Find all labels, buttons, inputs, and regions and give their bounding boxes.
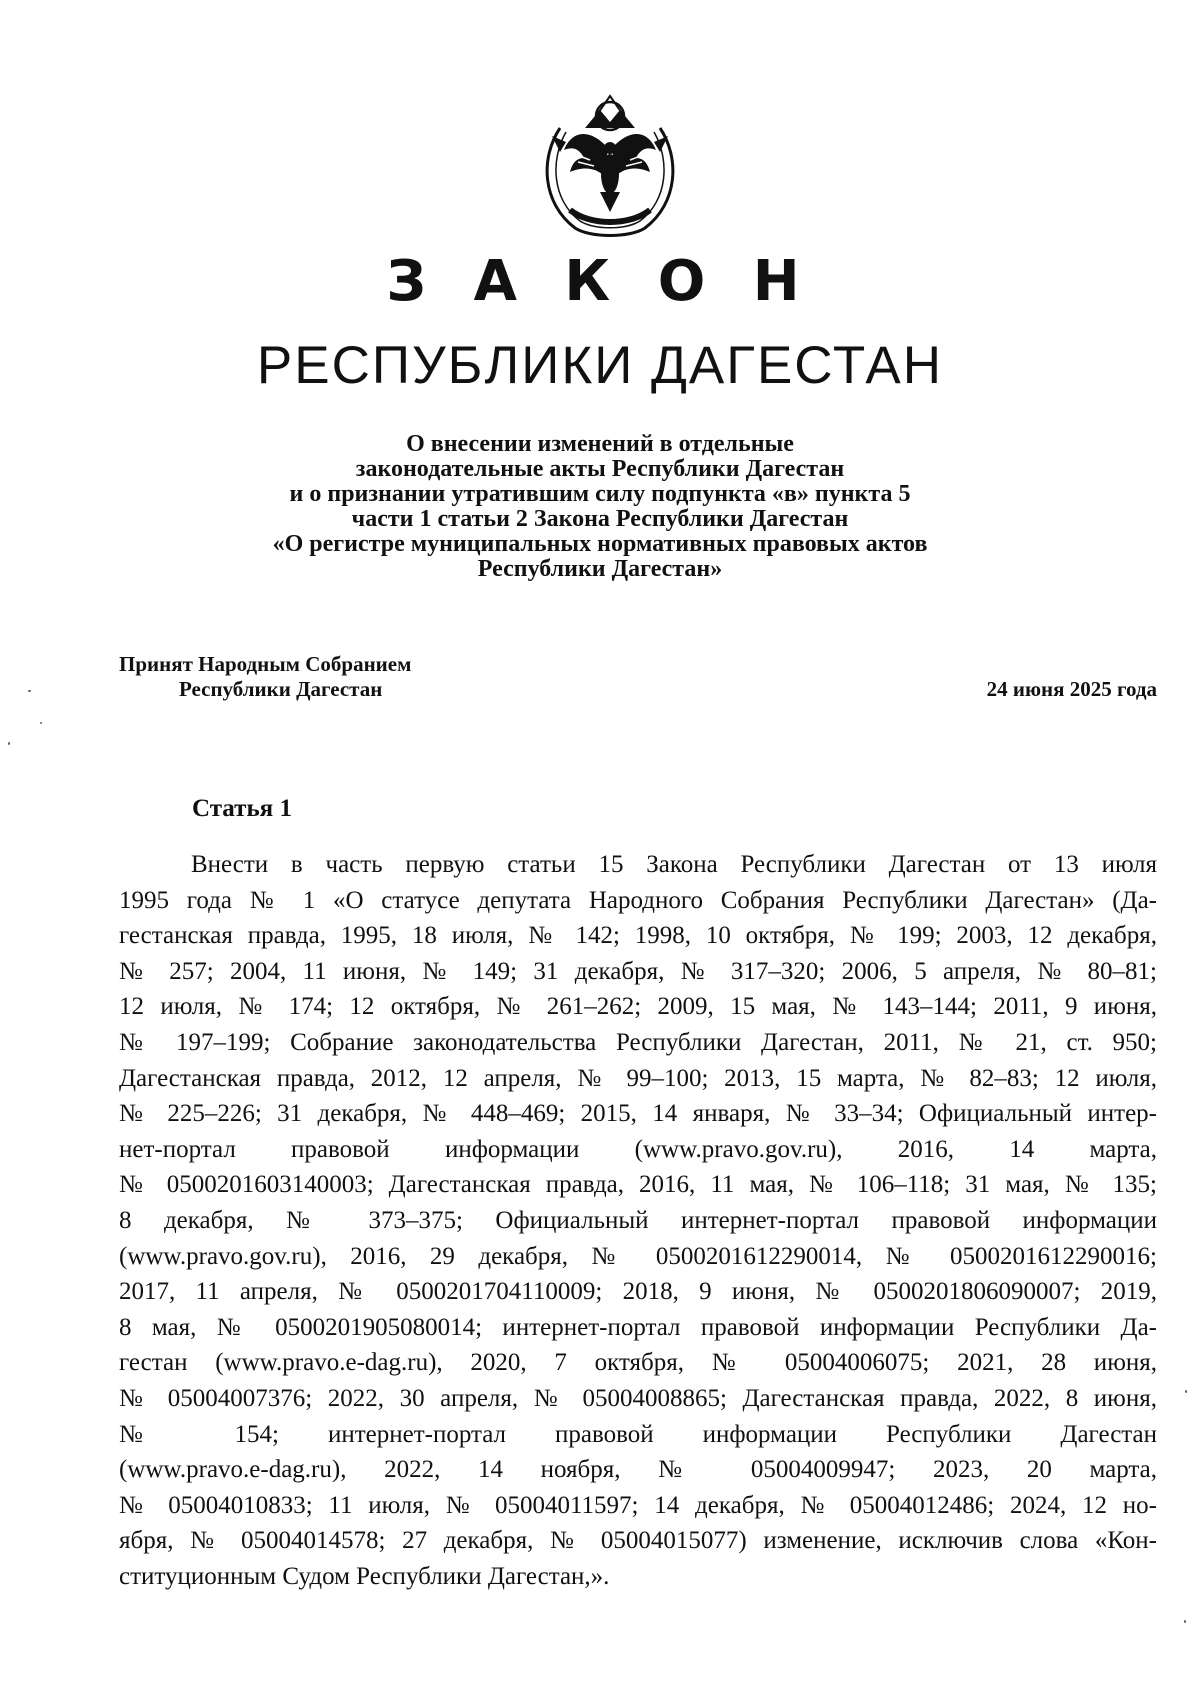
article-line: нет-портал правовой информации (www.pravo.gov.ru), 2016, 14 марта, [119,1135,1157,1163]
article-line: № 154; интернет-портал правовой информации Республики Дагестан [119,1420,1157,1448]
article-line: гестанская правда, 1995, 18 июля, № 142; 1998, 10 октября, № 199; 2003, 12 декабря, [119,922,1157,950]
article-line: № 05004010833; 11 июля, № 05004011597; 14 декабря, № 05004012486; 2024, 12 но- [119,1491,1157,1519]
adoption-info [119,652,411,702]
adoption-line-1: Принят Народным Собранием [119,652,412,676]
article-line: № 257; 2004, 11 июня, № 149; 31 декабря, № 317–320; 2006, 5 апреля, № 80–81; [119,957,1157,985]
article-line: гестан (www.pravo.e-dag.ru), 2020, 7 октября, № 05004006075; 2021, 28 июня, [119,1349,1157,1377]
law-name-line: части 1 статьи 2 Закона Республики Дагестан [351,506,849,532]
article-line: № 05004007376; 2022, 30 апреля, № 05004008865; Дагестанская правда, 2022, 8 июня, [119,1384,1157,1412]
article-heading: Статья 1 [192,795,292,822]
scan-speck [28,690,31,692]
article-line: 8 мая, № 0500201905080014; интернет-портал правовой информации Республики Да- [119,1313,1157,1341]
article-line: 2017, 11 апреля, № 0500201704110009; 2018, 9 июня, № 0500201806090007; 2019, [119,1278,1157,1306]
article-line: Дагестанская правда, 2012, 12 апреля, № 99–100; 2013, 15 марта, № 82–83; 12 июля, [119,1064,1157,1092]
law-name-line: О внесении изменений в отдельные [406,431,794,457]
article-line: 8 декабря, № 373–375; Официальный интернет-портал правовой информации [119,1206,1157,1234]
article-line: ября, № 05004014578; 27 декабря, № 05004015077) изменение, исключив слова «Кон- [119,1527,1157,1555]
adoption-date: 24 июня 2025 года [986,677,1157,701]
coat-of-arms-icon [530,88,690,243]
law-name [150,432,1050,582]
article-line: № 225–226; 31 декабря, № 448–469; 2015, 14 января, № 33–34; Официальный интер- [119,1100,1157,1128]
article-line: Внести в часть первую статьи 15 Закона Республики Дагестан от 13 июля [191,851,1157,878]
law-name-line: Республики Дагестан» [477,556,723,582]
article-body [119,847,1157,1594]
article-line: 12 июля, № 174; 12 октября, № 261–262; 2009, 15 мая, № 143–144; 2011, 9 июня, [119,993,1157,1021]
article-line: (www.pravo.gov.ru), 2016, 29 декабря, № 0500201612290014, № 0500201612290016; [119,1242,1157,1270]
scan-speck [1185,1390,1187,1393]
adoption-line-2: Республики Дагестан [179,677,383,701]
law-name-line: и о признании утратившим силу подпункта «в» пункта 5 [289,481,911,507]
law-name-line: «О регистре муниципальных нормативных правовых актов [272,531,928,557]
article-line: ституционным Судом Республики Дагестан,». [119,1562,610,1590]
article-line: 1995 года № 1 «О статусе депутата Народного Собрания Республики Дагестан» (Да- [119,886,1157,914]
law-name-line: законодательные акты Республики Дагестан [355,456,845,482]
article-line: № 197–199; Собрание законодательства Республики Дагестан, 2011, № 21, ст. 950; [119,1028,1157,1056]
document-title: З А К О Н [386,249,814,314]
document-subtitle: РЕСПУБЛИКИ ДАГЕСТАН [256,336,944,395]
scan-speck [8,742,10,745]
article-line: № 0500201603140003; Дагестанская правда, 2016, 11 мая, № 106–118; 31 мая, № 135; [119,1171,1157,1199]
scan-speck [1184,1620,1186,1623]
scan-speck [40,722,42,724]
article-line: (www.pravo.e-dag.ru), 2022, 14 ноября, № 05004009947; 2023, 20 марта, [119,1456,1157,1484]
